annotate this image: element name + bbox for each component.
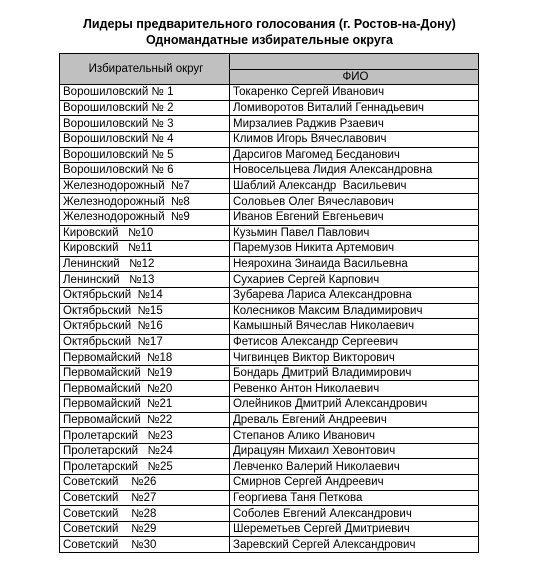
table-row	[60, 443, 479, 459]
table-row	[60, 350, 479, 366]
cell-fio: Сухариев Сергей Карпович	[230, 272, 479, 288]
cell-fio: Колесников Максим Владимирович	[230, 303, 479, 319]
cell-fio: Соболев Евгений Александрович	[230, 506, 479, 522]
cell-fio: Климов Игорь Вячеславович	[230, 131, 479, 147]
cell-fio: Кузьмин Павел Павлович	[230, 225, 479, 241]
table-row	[60, 194, 479, 210]
cell-okrug: Пролетарский №23	[60, 428, 230, 444]
header-row-top	[60, 54, 479, 70]
cell-fio: Новосельцева Лидия Александровна	[230, 163, 479, 179]
table-body	[60, 54, 479, 553]
table-row	[60, 131, 479, 147]
cell-fio: Зубарева Лариса Александровна	[230, 287, 479, 303]
cell-okrug: Кировский №10	[60, 225, 230, 241]
table-row	[60, 256, 479, 272]
table-row	[60, 397, 479, 413]
document-title: Лидеры предварительного голосования (г. Ростов-на-Дону)	[83, 17, 456, 31]
column-header-fio: ФИО	[230, 69, 479, 85]
cell-okrug: Октябрьский №16	[60, 319, 230, 335]
table-row	[60, 537, 479, 553]
cell-okrug: Советский №26	[60, 475, 230, 491]
column-header-blank	[230, 54, 479, 70]
cell-okrug: Первомайский №22	[60, 412, 230, 428]
cell-fio: Левченко Валерий Николаевич	[230, 459, 479, 475]
cell-fio: Ревенко Антон Николаевич	[230, 381, 479, 397]
table-row	[60, 475, 479, 491]
cell-fio: Фетисов Александр Сергеевич	[230, 334, 479, 350]
cell-fio: Соловьев Олег Вячеславович	[230, 194, 479, 210]
cell-fio: Ломиворотов Виталий Геннадьевич	[230, 100, 479, 116]
table-row	[60, 116, 479, 132]
cell-okrug: Октябрьский №15	[60, 303, 230, 319]
cell-okrug: Ворошиловский № 2	[60, 100, 230, 116]
cell-okrug: Ворошиловский № 1	[60, 85, 230, 101]
districts-table	[59, 53, 479, 553]
cell-okrug: Первомайский №18	[60, 350, 230, 366]
cell-okrug: Первомайский №20	[60, 381, 230, 397]
cell-okrug: Ленинский №12	[60, 256, 230, 272]
cell-fio: Олейников Дмитрий Александрович	[230, 397, 479, 413]
table-row	[60, 490, 479, 506]
cell-fio: Смирнов Сергей Андреевич	[230, 475, 479, 491]
cell-okrug: Советский №30	[60, 537, 230, 553]
cell-fio: Степанов Алико Иванович	[230, 428, 479, 444]
cell-okrug: Ленинский №13	[60, 272, 230, 288]
cell-okrug: Октябрьский №17	[60, 334, 230, 350]
table-row	[60, 163, 479, 179]
cell-fio: Неярохина Зинаида Васильевна	[230, 256, 479, 272]
cell-okrug: Ворошиловский № 6	[60, 163, 230, 179]
table-row	[60, 381, 479, 397]
table-row	[60, 287, 479, 303]
cell-okrug: Советский №28	[60, 506, 230, 522]
cell-fio: Шаблий Александр Васильевич	[230, 178, 479, 194]
cell-okrug: Ворошиловский № 3	[60, 116, 230, 132]
cell-fio: Токаренко Сергей Иванович	[230, 85, 479, 101]
cell-okrug: Пролетарский №24	[60, 443, 230, 459]
cell-fio: Заревский Сергей Александрович	[230, 537, 479, 553]
table-row	[60, 178, 479, 194]
cell-fio: Дарсигов Магомед Бесданович	[230, 147, 479, 163]
cell-okrug: Железнодорожный №9	[60, 209, 230, 225]
table-row	[60, 334, 479, 350]
table-row	[60, 365, 479, 381]
cell-okrug: Железнодорожный №8	[60, 194, 230, 210]
cell-fio: Бондарь Дмитрий Владимирович	[230, 365, 479, 381]
table-row	[60, 428, 479, 444]
cell-okrug: Первомайский №19	[60, 365, 230, 381]
cell-okrug: Первомайский №21	[60, 397, 230, 413]
table-row	[60, 412, 479, 428]
cell-fio: Дирацуян Михаил Хевонтович	[230, 443, 479, 459]
cell-okrug: Советский №27	[60, 490, 230, 506]
column-header-okrug: Избирательный округ	[60, 54, 230, 85]
table-row	[60, 521, 479, 537]
cell-fio: Чигвинцев Виктор Викторович	[230, 350, 479, 366]
cell-okrug: Советский №29	[60, 521, 230, 537]
cell-fio: Иванов Евгений Евгеньевич	[230, 209, 479, 225]
cell-okrug: Ворошиловский № 5	[60, 147, 230, 163]
table-row	[60, 100, 479, 116]
table-row	[60, 85, 479, 101]
cell-okrug: Железнодорожный №7	[60, 178, 230, 194]
table-row	[60, 241, 479, 257]
table-row	[60, 147, 479, 163]
table-row	[60, 272, 479, 288]
cell-okrug: Октябрьский №14	[60, 287, 230, 303]
cell-fio: Мирзалиев Раджив Рзаевич	[230, 116, 479, 132]
table-row	[60, 303, 479, 319]
table-row	[60, 209, 479, 225]
table-row	[60, 459, 479, 475]
table-row	[60, 506, 479, 522]
cell-okrug: Пролетарский №25	[60, 459, 230, 475]
cell-fio: Паремузов Никита Артемович	[230, 241, 479, 257]
cell-fio: Камышный Вячеслав Николаевич	[230, 319, 479, 335]
table-row	[60, 319, 479, 335]
cell-fio: Шереметьев Сергей Дмитриевич	[230, 521, 479, 537]
cell-okrug: Кировский №11	[60, 241, 230, 257]
table-row	[60, 225, 479, 241]
document-subtitle: Одномандатные избирательные округа	[145, 33, 393, 47]
cell-fio: Георгиева Таня Петкова	[230, 490, 479, 506]
cell-okrug: Ворошиловский № 4	[60, 131, 230, 147]
cell-fio: Древаль Евгений Андреевич	[230, 412, 479, 428]
